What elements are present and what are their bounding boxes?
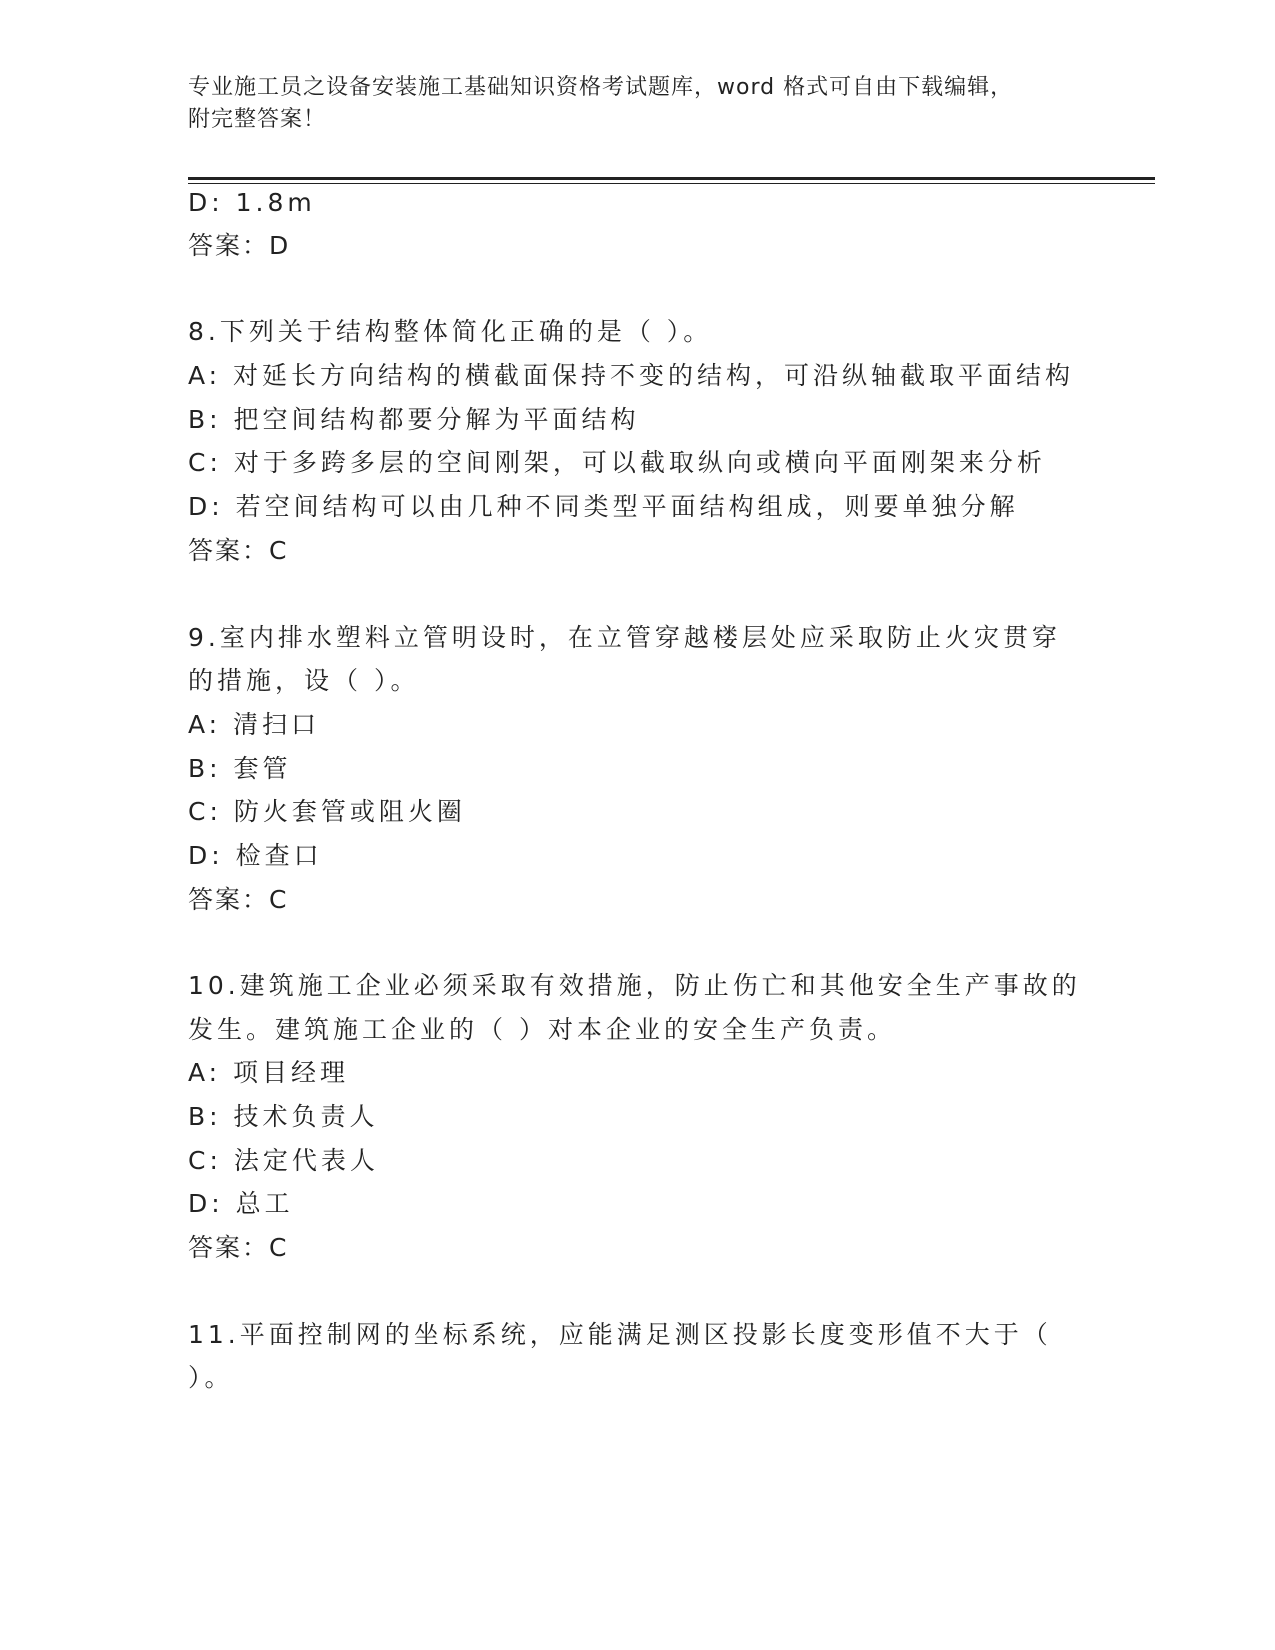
q11-stem-line-1: 11.平面控制网的坐标系统，应能满足测区投影长度变形值不大于（ — [188, 1320, 1052, 1349]
q10-stem-line-2: 发生。建筑施工企业的（ ）对本企业的安全生产负责。 — [188, 1015, 896, 1044]
q8-answer: 答案：C — [188, 536, 289, 565]
q8-stem: 8.下列关于结构整体简化正确的是（ ）。 — [188, 317, 713, 346]
prev-answer: 答案：D — [188, 231, 291, 260]
q10-answer: 答案：C — [188, 1233, 289, 1262]
q8-option-d: D: 若空间结构可以由几种不同类型平面结构组成，则要单独分解 — [188, 492, 1019, 521]
q10-option-d: D: 总工 — [188, 1189, 294, 1218]
q10-option-c: C: 法定代表人 — [188, 1146, 379, 1175]
q8-option-a: A: 对延长方向结构的横截面保持不变的结构，可沿纵轴截取平面结构 — [188, 361, 1075, 390]
header-line-1: 专业施工员之设备安装施工基础知识资格考试题库，word 格式可自由下载编辑， — [188, 75, 1014, 100]
q10-option-b: B: 技术负责人 — [188, 1102, 379, 1131]
q9-option-a: A: 清扫口 — [188, 710, 321, 739]
prev-option-d: D: 1.8m — [188, 188, 316, 217]
q9-option-c: C: 防火套管或阻火圈 — [188, 797, 466, 826]
q10-stem-line-1: 10.建筑施工企业必须采取有效措施，防止伤亡和其他安全生产事故的 — [188, 971, 1081, 1000]
q9-stem-line-1: 9.室内排水塑料立管明设时，在立管穿越楼层处应采取防止火灾贯穿 — [188, 623, 1061, 652]
q9-option-b: B: 套管 — [188, 754, 292, 783]
q9-stem-line-2: 的措施，设（ ）。 — [188, 666, 420, 695]
header-line-2: 附完整答案！ — [188, 107, 327, 132]
q8-option-c: C: 对于多跨多层的空间刚架，可以截取纵向或横向平面刚架来分析 — [188, 448, 1046, 477]
q9-option-d: D: 检查口 — [188, 841, 323, 870]
q11-stem-line-2: ）。 — [188, 1363, 234, 1392]
q8-option-b: B: 把空间结构都要分解为平面结构 — [188, 405, 640, 434]
header-divider-thin — [188, 183, 1155, 184]
header-divider-thick — [188, 177, 1155, 180]
q10-option-a: A: 项目经理 — [188, 1058, 350, 1087]
q9-answer: 答案：C — [188, 885, 289, 914]
page-header — [188, 72, 1088, 136]
